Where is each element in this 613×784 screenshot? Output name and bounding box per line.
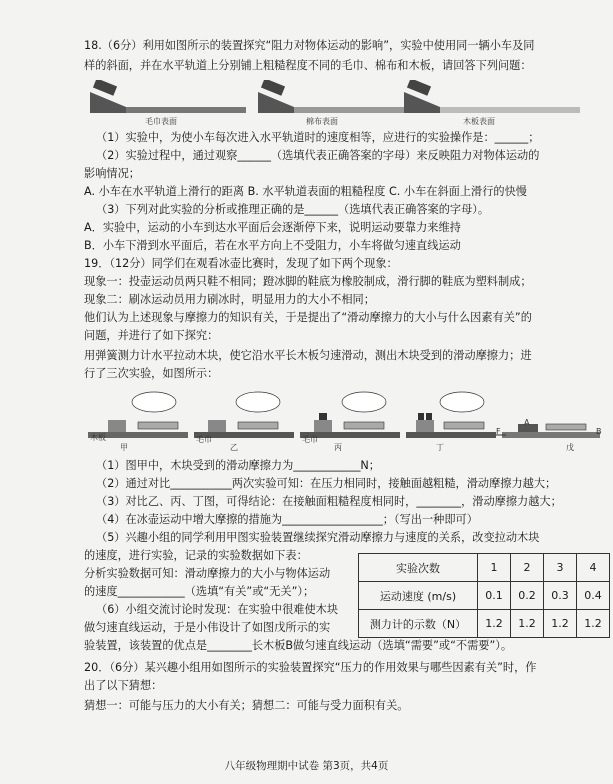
incline-board [404, 80, 580, 113]
mark-f: F [496, 427, 501, 436]
q18-part1: （1）实验中，为使小车每次进入水平轨道时的速度相等，应进行的实验操作是：______； [96, 131, 540, 144]
q19-part5-cont: 的速度，进行实验，记录的实验数据如下表： [84, 549, 308, 562]
q18-part2-options: A. 小车在水平轨道上滑行的距离 B. 水平轨道表面的粗糙程度 C. 小车在斜面上滑行的快慢 [84, 185, 527, 198]
q18-part2: （2）实验过程中，通过观察______（选填代表正确答案的字母）来反映阻力对物体运动的 [96, 149, 540, 162]
table-row [359, 582, 610, 610]
label-wu: 戊 [566, 443, 574, 452]
q20-title-cont: 出了以下猜想： [84, 679, 163, 692]
incline-towel [90, 80, 246, 113]
table-header: 1 [478, 554, 511, 582]
q19-part5: （5）兴趣小组的同学利用甲图实验装置继续探究滑动摩擦力与速度的关系，改变拉动木块 [96, 531, 540, 544]
table-cell: 0.1 [478, 582, 511, 610]
label-jia: 甲 [120, 443, 128, 452]
q18-title: 18.（6分）利用如图所示的装置探究“阻力对物体运动的影响”，实验中使用同一辆小车及同 [84, 39, 535, 52]
q19-para3: 他们认为上述现象与摩擦力的知识有关，于是提出了“滑动摩擦力的大小与什么因素有关”的 [84, 311, 532, 324]
label-towel-bing: 毛巾 [302, 435, 318, 444]
incline-cloth [258, 80, 414, 113]
table-cell: 1.2 [478, 610, 511, 638]
q18-option-b: B．小车下滑到水平面后，若在水平方向上不受阻力，小车将做匀速直线运动 [84, 239, 461, 252]
q19-part6-cont2: 验装置，该装置的优点是________长木板B做匀速直线运动（选填“需要”或“不需要”）。 [84, 639, 513, 652]
mark-a: A [524, 418, 530, 427]
q19-part6: （6）小组交流讨论时发现：在实验中很难使木块 [96, 603, 339, 616]
label-towel-yi: 毛巾 [196, 435, 212, 444]
table-header: 2 [511, 554, 544, 582]
caption-cloth: 棉布表面 [306, 117, 338, 126]
table-cell: 1.2 [544, 610, 577, 638]
table-cell: 1.2 [511, 610, 544, 638]
q20-guesses: 猜想一：可能与压力的大小有关；猜想二：可能与受力面积有关。 [84, 699, 409, 712]
setup-ding [406, 392, 496, 438]
table-cell: 0.3 [544, 582, 577, 610]
q19-para6: 行了三次实验，如图所示： [84, 367, 219, 380]
q20-title: 20．（6分）某兴趣小组用如图所示的实验装置探究“压力的作用效果与哪些因素有关”时，作 [84, 661, 537, 674]
q19-part5-answer: 的速度____________（选填“有关”或“无关”）； [84, 585, 315, 598]
table-cell: 运动速度 (m/s) [359, 582, 478, 610]
q18-part3: （3）下列对此实验的分析或推理正确的是______（选填代表正确答案的字母）。 [96, 203, 490, 216]
setup-wu [496, 424, 600, 438]
q19-para4: 问题，并进行了如下探究： [84, 329, 219, 342]
q19-part5-analysis: 分析实验数据可知：滑动摩擦力的大小与物体运动 [84, 567, 331, 580]
q19-part3: （3）对比乙、丙、丁图，可得结论：在接触面粗糙程度相同时，________，滑动摩擦力越大； [96, 495, 562, 508]
q19-part1: （1）图甲中，木块受到的滑动摩擦力为____________N； [96, 459, 380, 472]
q19-part4: （4）在冰壶运动中增大摩擦的措施为__________________；（写出一种即可） [96, 513, 478, 526]
table-row [359, 610, 610, 638]
q19-phenomenon1: 现象一：投壶运动员两只鞋不相同；蹬冰脚的鞋底为橡胶制成，滑行脚的鞋底为塑料制成； [84, 275, 532, 288]
q18-title-cont: 样的斜面，并在水平轨道上分别铺上粗糙程度不同的毛巾、棉布和木板，请回答下列问题： [84, 59, 532, 72]
table-header: 实验次数 [359, 554, 478, 582]
setup-bing [300, 392, 400, 438]
page-footer: 八年级物理期中试卷 第3页，共4页 [224, 760, 389, 772]
mark-b: B [596, 427, 602, 436]
q19-part2: （2）通过对比___________两次实验可知：在压力相同时，接触面越粗糙，滑动摩擦力越大； [96, 477, 557, 490]
table-header: 4 [577, 554, 610, 582]
setup-yi [194, 392, 294, 438]
data-table [358, 553, 610, 638]
q19-title: 19．（12分）同学们在观看冰壶比赛时，发现了如下两个现象： [84, 257, 398, 270]
q19-para5: 用弹簧测力计水平拉动木块，使它沿水平长木板匀速滑动，测出木块受到的滑动摩擦力；进 [84, 349, 532, 362]
label-board: 木板 [90, 433, 106, 442]
table-cell: 0.2 [511, 582, 544, 610]
caption-towel: 毛巾表面 [145, 117, 177, 126]
caption-board: 木板表面 [463, 117, 495, 126]
label-yi: 乙 [230, 443, 238, 452]
table-cell: 0.4 [577, 582, 610, 610]
q19-phenomenon2: 现象二：刷冰运动员用力刷冰时，明显用力的大小不相同； [84, 293, 375, 306]
table-header: 3 [544, 554, 577, 582]
label-ding: 丁 [436, 443, 444, 452]
q18-option-a: A．实验中，运动的小车到达水平面后会逐渐停下来，说明运动要靠力来维持 [84, 221, 461, 234]
q19-part6-cont: 做匀速直线运动，于是小伟设计了如图戊所示的实 [84, 621, 331, 634]
label-bing: 丙 [334, 443, 342, 452]
table-header-row [359, 554, 610, 582]
q18-part2-cont: 影响情况； [84, 167, 140, 180]
table-cell: 1.2 [577, 610, 610, 638]
table-cell: 测力计的示数（N） [359, 610, 478, 638]
